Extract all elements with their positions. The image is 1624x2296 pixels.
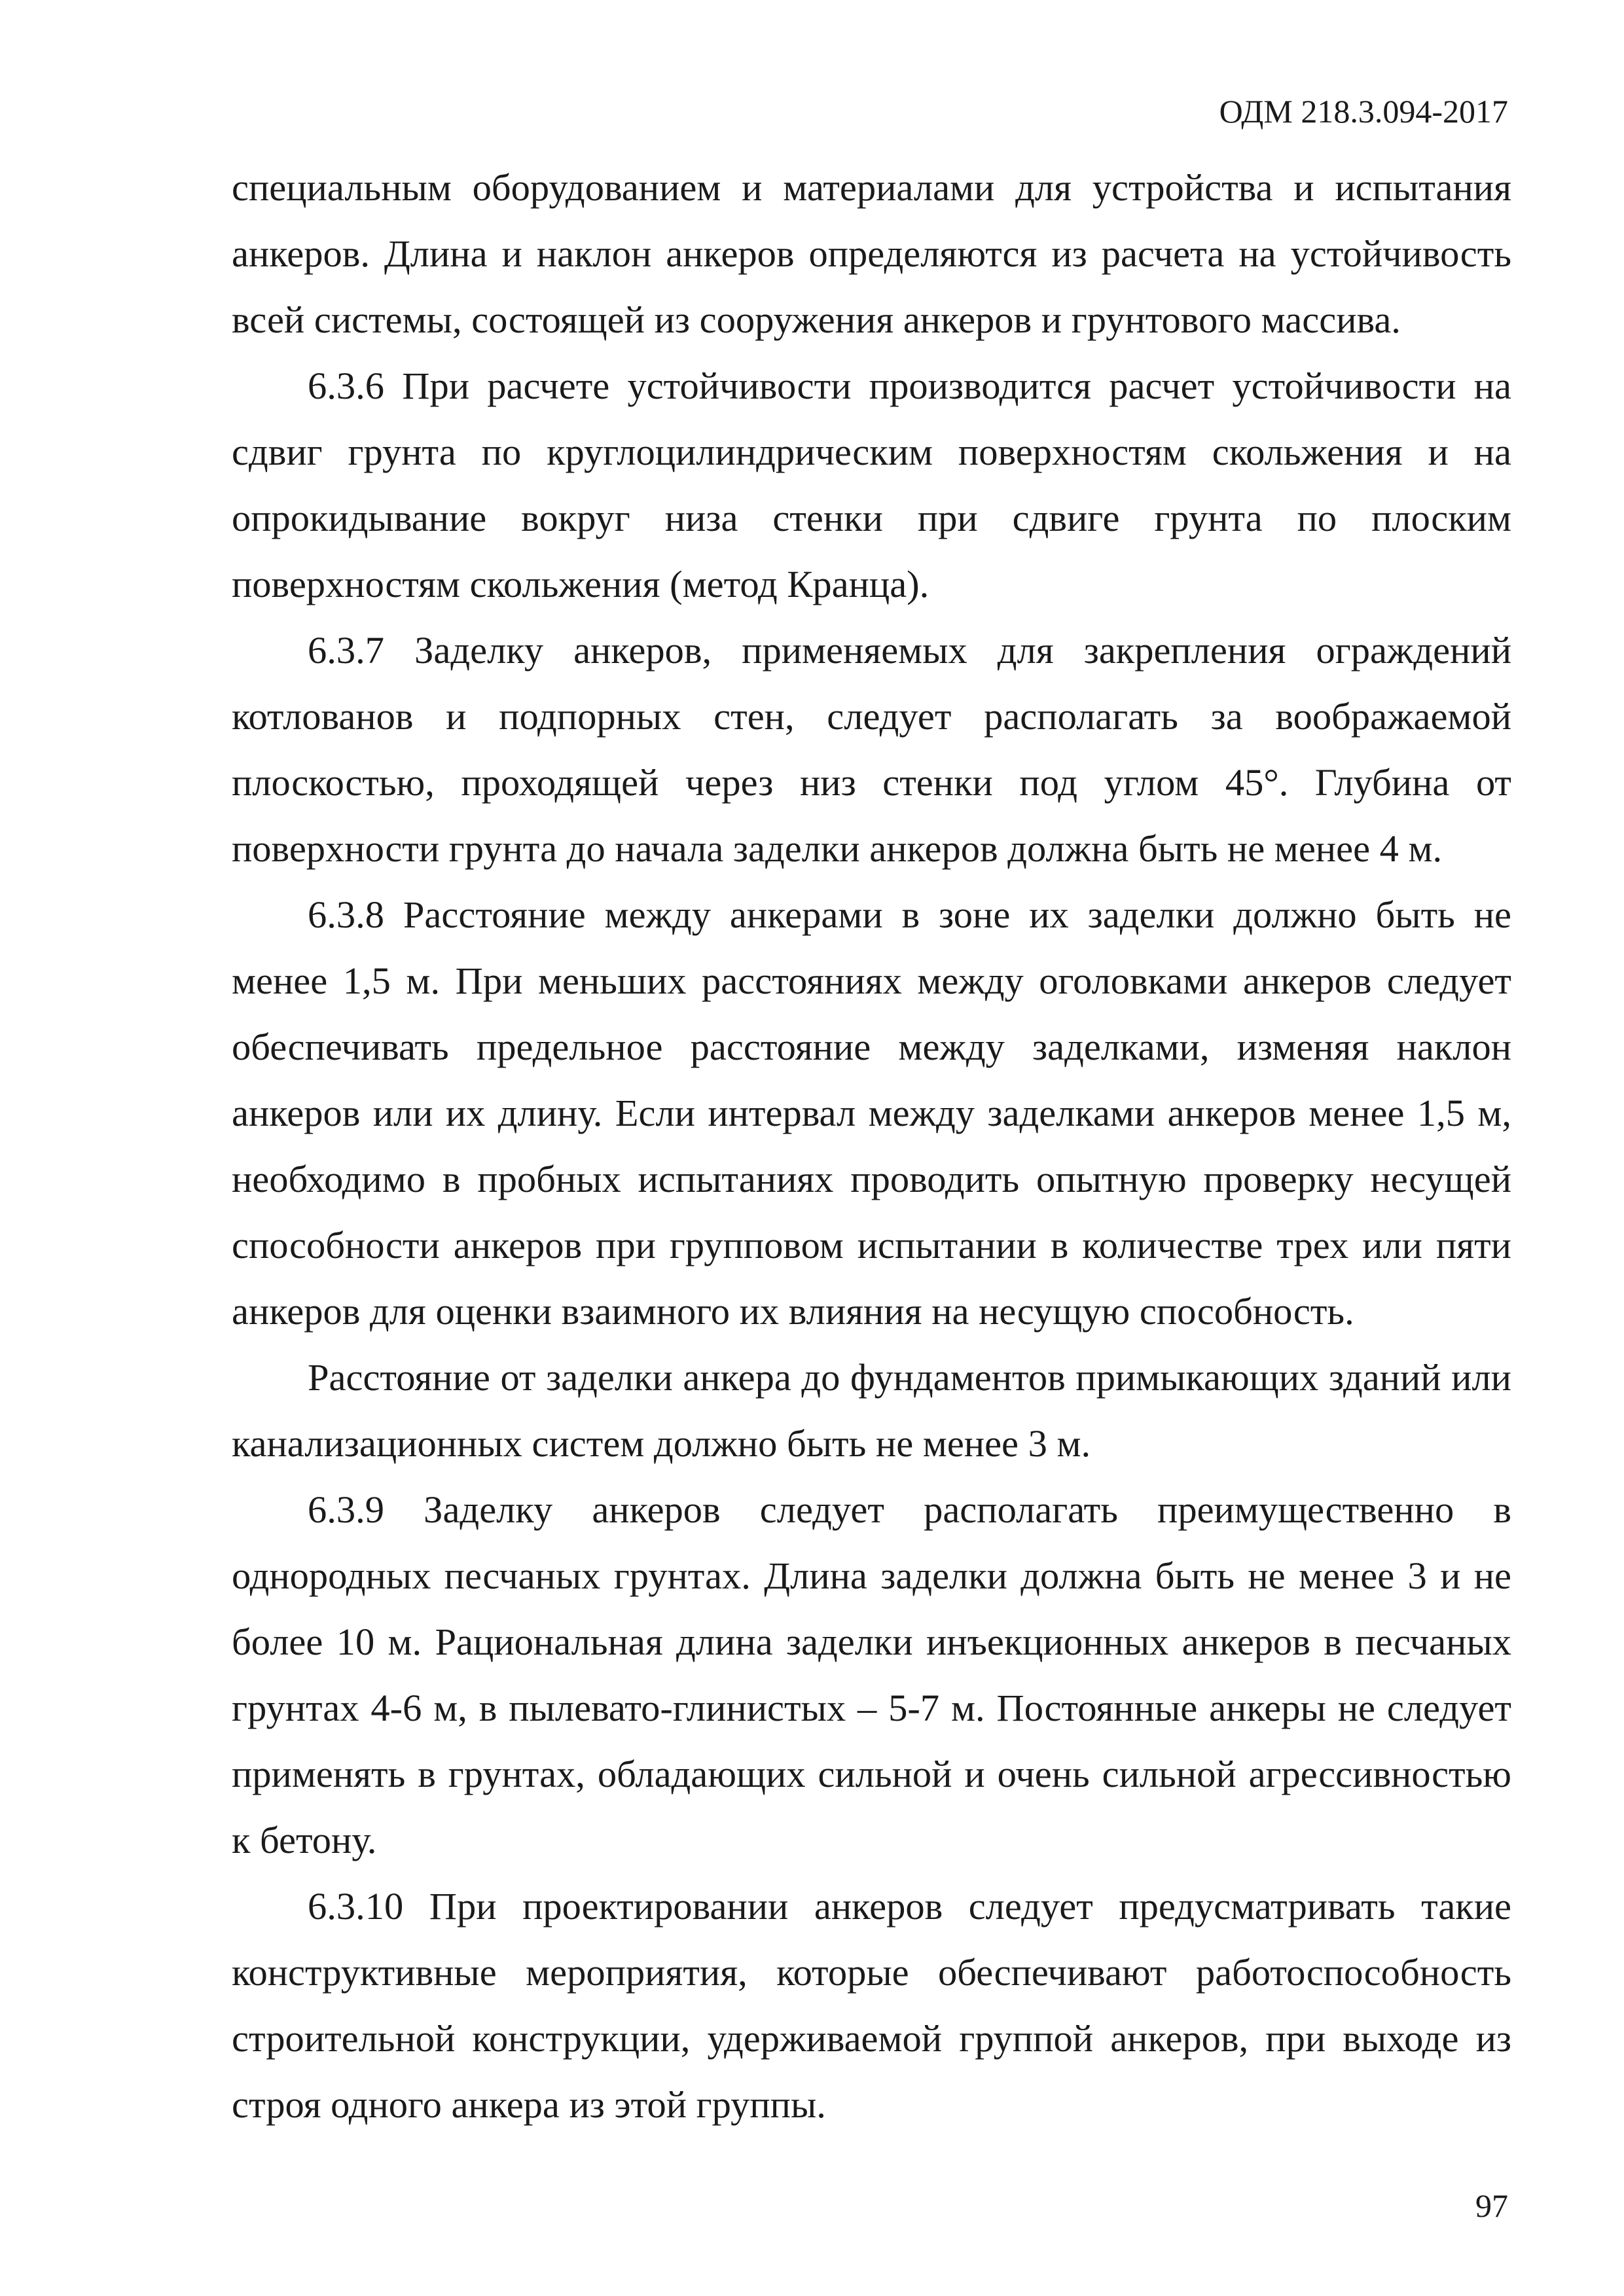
clause-number: 6.3.10	[308, 1885, 404, 1928]
page-number: 97	[1475, 2187, 1508, 2224]
paragraph-6-3-8	[232, 882, 1511, 1344]
paragraph-6-3-7	[232, 617, 1511, 882]
paragraph-6-3-9	[232, 1477, 1511, 1873]
document-body	[232, 154, 1511, 2138]
paragraph-text: Заделку анкеров, применяемых для закрепления ограждений котлованов и подпорных стен, следует располагать за воображаемой плоскостью, проходящей через низ стенки под углом 45°. Глубина от поверхности грунта до начала заделки анкеров должна быть не менее 4 м.	[232, 629, 1511, 870]
paragraph-text: Заделку анкеров следует располагать преимущественно в однородных песчаных грунтах. Длина заделки должна быть не менее 3 и не более 10 м. Рациональная длина заделки инъекционных анкеров в песчаных грунтах 4-6 м, в пылевато-глинистых – 5-7 м. Постоянные анкеры не следует применять в грунтах, обладающих сильной и очень сильной агрессивностью к бетону.	[232, 1488, 1512, 1861]
paragraph-6-3-6	[232, 353, 1511, 617]
clause-number: 6.3.8	[308, 893, 384, 936]
clause-number: 6.3.6	[308, 365, 384, 407]
paragraph-distance	[232, 1344, 1511, 1477]
paragraph-text: Расстояние между анкерами в зоне их заделки должно быть не менее 1,5 м. При меньших расстояниях между оголовками анкеров следует обеспечивать предельное расстояние между заделками, изменяя наклон анкеров или их длину. Если интервал между заделками анкеров менее 1,5 м, необходимо в пробных испытаниях проводить опытную проверку несущей способности анкеров при групповом испытании в количестве трех или пяти анкеров для оценки взаимного их влияния на несущую способность.	[232, 893, 1512, 1333]
document-code: ОДМ 218.3.094-2017	[1219, 93, 1508, 130]
paragraph-text: При расчете устойчивости производится расчет устойчивости на сдвиг грунта по круглоцилиндрическим поверхностям скольжения и на опрокидывание вокруг низа стенки при сдвиге грунта по плоским поверхностям скольжения (метод Кранца).	[232, 365, 1512, 605]
paragraph-continuation	[232, 154, 1511, 353]
clause-number: 6.3.7	[308, 629, 384, 672]
paragraph-6-3-10	[232, 1873, 1511, 2138]
clause-number: 6.3.9	[308, 1488, 384, 1531]
paragraph-text: При проектировании анкеров следует предусматривать такие конструктивные мероприятия, которые обеспечивают работоспособность строительной конструкции, удерживаемой группой анкеров, при выходе из строя одного анкера из этой группы.	[232, 1885, 1512, 2126]
paragraph-text: специальным оборудованием и материалами для устройства и испытания анкеров. Длина и наклон анкеров определяются из расчета на устойчивость всей системы, состоящей из сооружения анкеров и грунтового массива.	[232, 166, 1511, 341]
paragraph-text: Расстояние от заделки анкера до фундаментов примыкающих зданий или канализационных систем должно быть не менее 3 м.	[232, 1356, 1511, 1465]
